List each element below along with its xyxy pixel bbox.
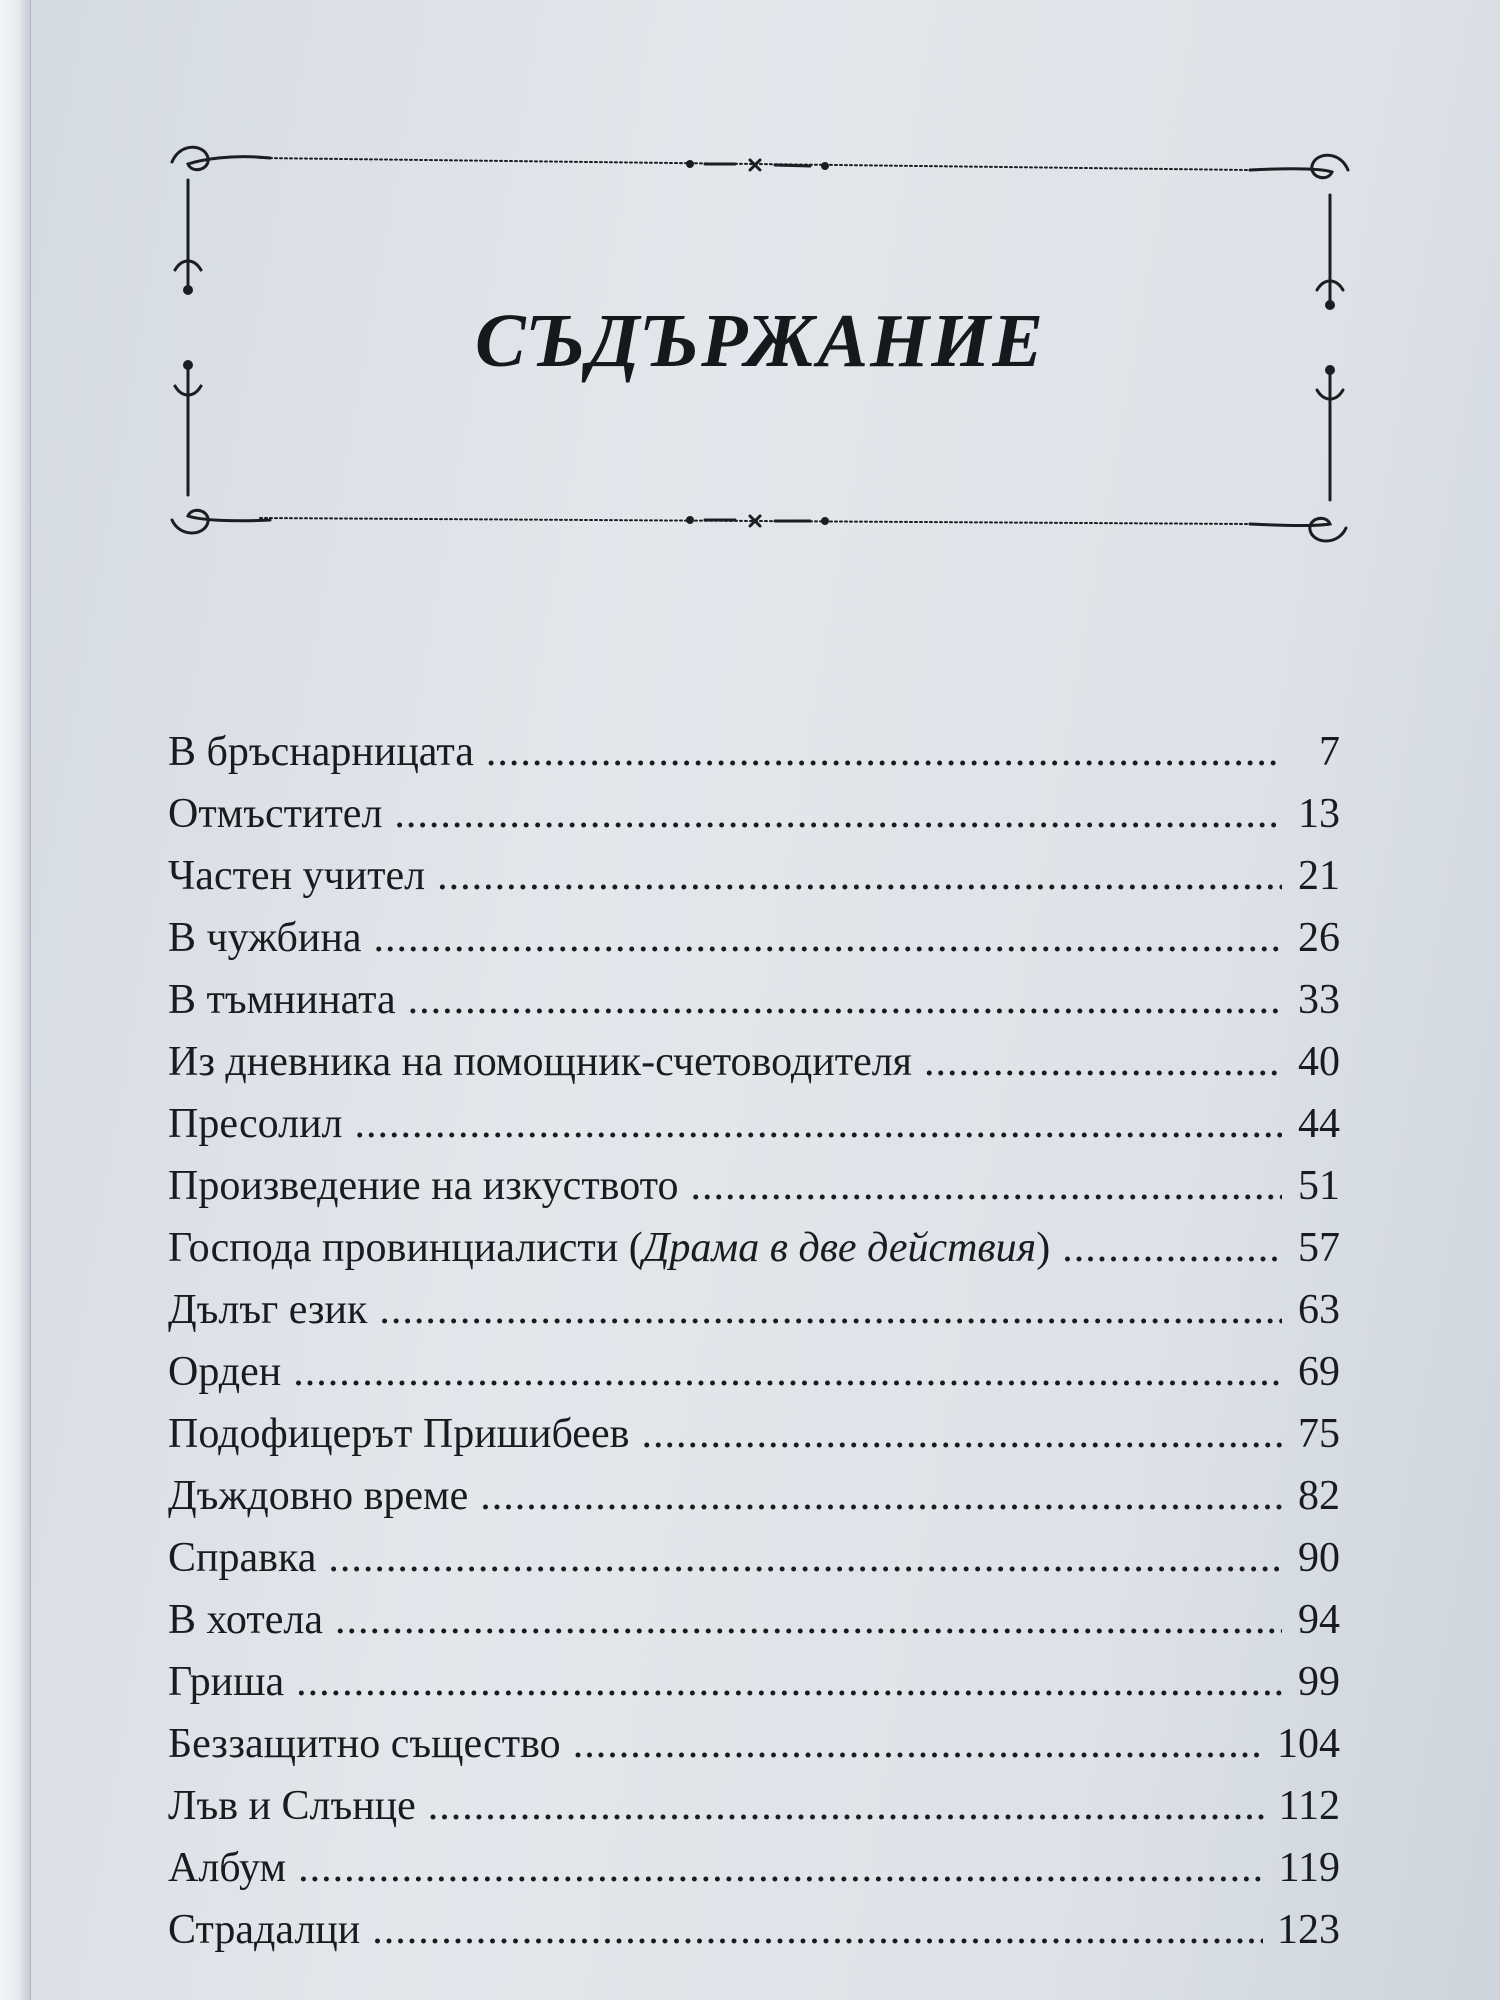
toc-entry-title [168, 1906, 360, 1954]
dot-leader [328, 1534, 1282, 1582]
toc-entry-title-text: Господа провинциалисти ( [168, 1225, 643, 1271]
toc-entry [168, 1038, 1340, 1100]
toc-entry-page-number: 40 [1298, 1039, 1340, 1085]
toc-entry-title [168, 1534, 316, 1582]
toc-entry-title-text: Орден [168, 1349, 282, 1395]
toc-entry-title [168, 852, 425, 900]
toc-entry-title [168, 1720, 561, 1768]
toc-entry [168, 976, 1340, 1038]
toc-entry-title [168, 1658, 284, 1706]
dot-leader [394, 790, 1282, 838]
toc-entry-title-text: В чужбина [168, 915, 362, 961]
toc-entry [168, 728, 1340, 790]
toc-entry-title [168, 1472, 468, 1520]
toc-entry-page-number: 112 [1278, 1783, 1340, 1829]
toc-entry-page-number: 90 [1298, 1535, 1340, 1581]
toc-entry-title-text: Пресолил [168, 1101, 343, 1147]
toc-entry-title [168, 976, 396, 1024]
dot-leader [486, 728, 1282, 776]
toc-entry-page-number: 69 [1298, 1349, 1340, 1395]
toc-entry [168, 1348, 1340, 1410]
heading-frame [170, 140, 1350, 550]
toc-entry-page-number: 82 [1298, 1473, 1340, 1519]
dot-leader [296, 1658, 1282, 1706]
toc-entry-page-number: 75 [1298, 1411, 1340, 1457]
toc-entry-page-number: 57 [1298, 1225, 1340, 1271]
toc-entry-title-text: В бръснарницата [168, 729, 474, 775]
toc-entry-title-suffix: ) [1036, 1225, 1051, 1271]
toc-entry-title-text: Албум [168, 1845, 287, 1891]
dot-leader [480, 1472, 1282, 1520]
toc-entry-page-number: 7 [1319, 729, 1340, 775]
dot-leader [379, 1286, 1282, 1334]
toc-entry-title [168, 728, 474, 776]
toc-entry-title [168, 1286, 367, 1334]
toc-entry-page-number: 119 [1278, 1845, 1340, 1891]
toc-entry [168, 1410, 1340, 1472]
toc-entry [168, 1286, 1340, 1348]
toc-entry-title-text: В хотела [168, 1597, 323, 1643]
toc-entry-page-number: 104 [1277, 1721, 1340, 1767]
toc-entry-title-text: Дълъг език [168, 1287, 368, 1333]
dot-leader [298, 1844, 1264, 1892]
toc-entry [168, 1472, 1340, 1534]
toc-entry-title-text: Подофицерът Пришибеев [168, 1411, 630, 1457]
toc-entry-title [168, 1596, 323, 1644]
toc-entry-title [168, 1348, 281, 1396]
toc-entry-title [168, 1782, 416, 1830]
toc-entry [168, 1720, 1340, 1782]
dot-leader [355, 1100, 1282, 1148]
dot-leader [374, 914, 1282, 962]
toc-entry [168, 1906, 1340, 1968]
toc-entry-title-text: Дъждовно време [168, 1473, 469, 1519]
toc-entry-title-text: Справка [168, 1535, 317, 1581]
toc-entry [168, 790, 1340, 852]
toc-entry [168, 1844, 1340, 1906]
toc-entry-title-text: Гриша [168, 1659, 285, 1705]
toc-entry [168, 1100, 1340, 1162]
toc-entry-title [168, 1100, 343, 1148]
toc-entry-title-text: Из дневника на помощник-счетоводителя [168, 1039, 912, 1085]
toc-entry-page-number: 21 [1298, 853, 1340, 899]
toc-entry [168, 1596, 1340, 1658]
page-title: СЪДЪРЖАНИЕ [474, 299, 1046, 383]
dot-leader [690, 1162, 1282, 1210]
toc-entry [168, 1658, 1340, 1720]
facing-page-edge [0, 0, 31, 2000]
toc-entry [168, 1162, 1340, 1224]
toc-entry-title-text: Произведение на изкуството [168, 1163, 679, 1209]
toc-entry-title-text: Лъв и Слънце [168, 1783, 416, 1829]
dot-leader [573, 1720, 1263, 1768]
table-of-contents [168, 728, 1340, 1968]
dot-leader [408, 976, 1282, 1024]
toc-entry-page-number: 123 [1277, 1907, 1340, 1953]
toc-entry-page-number: 99 [1298, 1659, 1340, 1705]
toc-entry [168, 852, 1340, 914]
toc-entry-page-number: 33 [1298, 977, 1340, 1023]
toc-entry [168, 1224, 1340, 1286]
dot-leader [1062, 1224, 1282, 1272]
toc-entry-title-text: Беззащитно същество [168, 1721, 561, 1767]
toc-entry-title [168, 1162, 678, 1210]
toc-entry-title [168, 1224, 1050, 1272]
toc-entry [168, 914, 1340, 976]
toc-entry [168, 1782, 1340, 1844]
dot-leader [335, 1596, 1282, 1644]
toc-entry-genre: Драма в две действия [642, 1225, 1037, 1271]
toc-entry-title [168, 1410, 629, 1458]
toc-entry-title [168, 790, 382, 838]
toc-entry-title-text: В тъмнината [168, 977, 396, 1023]
toc-entry-title-text: Страдалци [168, 1907, 361, 1953]
toc-entry-title [168, 1038, 912, 1086]
toc-entry-title-text: Отмъстител [168, 791, 383, 837]
toc-entry-title [168, 1844, 286, 1892]
toc-entry-page-number: 13 [1298, 791, 1340, 837]
dot-leader [372, 1906, 1263, 1954]
dot-leader [924, 1038, 1282, 1086]
toc-entry-page-number: 51 [1298, 1163, 1340, 1209]
toc-entry-title [168, 914, 362, 962]
toc-entry-page-number: 44 [1298, 1101, 1340, 1147]
dot-leader [437, 852, 1282, 900]
toc-entry-title-text: Частен учител [168, 853, 426, 899]
toc-entry [168, 1534, 1340, 1596]
dot-leader [428, 1782, 1265, 1830]
toc-entry-page-number: 63 [1298, 1287, 1340, 1333]
toc-entry-page-number: 26 [1298, 915, 1340, 961]
dot-leader [641, 1410, 1282, 1458]
dot-leader [293, 1348, 1282, 1396]
toc-entry-page-number: 94 [1298, 1597, 1340, 1643]
